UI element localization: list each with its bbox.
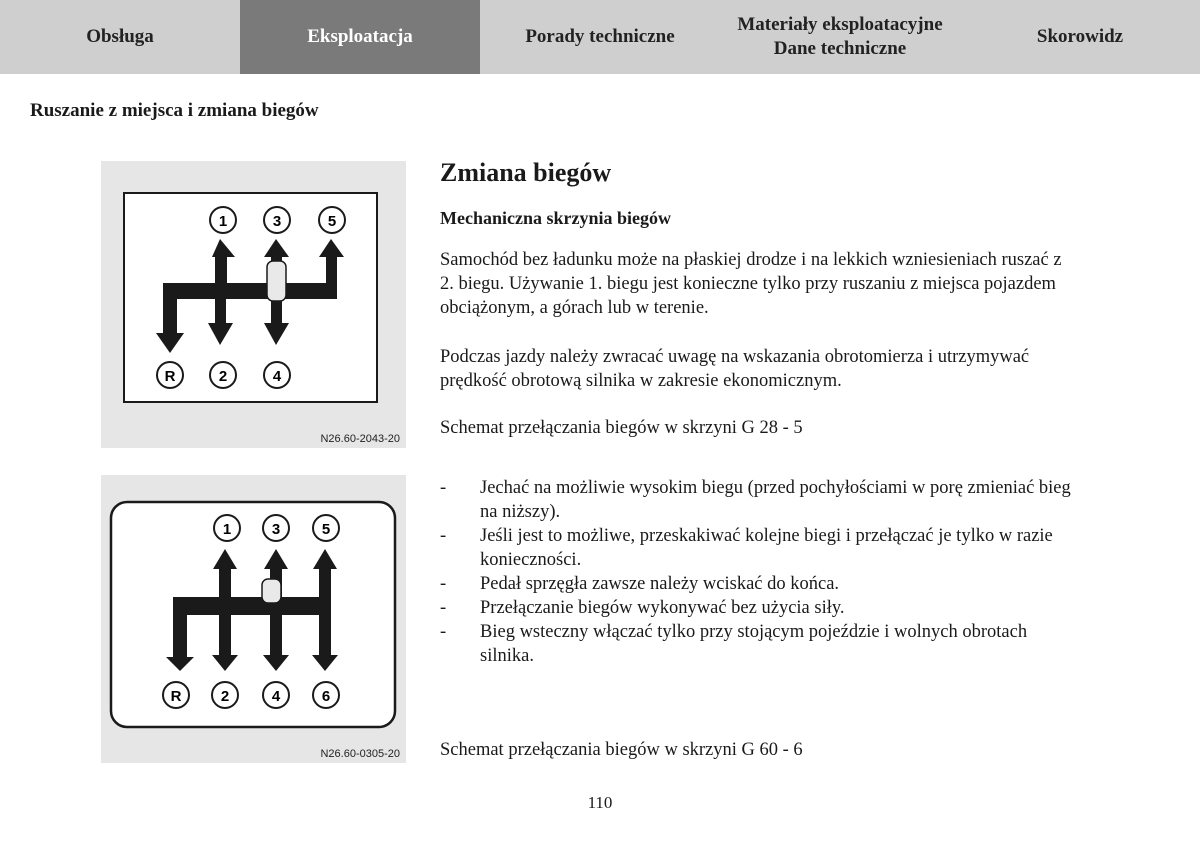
page-heading: Zmiana biegów	[440, 158, 612, 187]
chapter-tabs	[0, 0, 1200, 74]
gear-5-label: 5	[321, 521, 331, 538]
gear-2-label: 2	[218, 368, 228, 385]
list-item: - Pedał sprzęgła zawsze należy wciskać do końca.	[440, 574, 840, 594]
caption-g28-5: Schemat przełączania biegów w skrzyni G 28 - 5	[440, 418, 803, 438]
paragraph-2: Podczas jazdy należy zwracać uwagę na wskazania obrotomierza i utrzymywać prędkość obrotową silnika w zakresie ekonomicznym.	[440, 347, 1030, 391]
tab-obsluga[interactable]: Obsługa	[0, 0, 240, 74]
gear-3-label: 3	[271, 521, 281, 538]
paragraph-1: Samochód bez ładunku może na płaskiej drodze i na lekkich wzniesieniach ruszać z 2. biegu. Używanie 1. biegu jest konieczne tylko przy ruszaniu z miejsca pojazdem obciążonym, a górach lub w terenie.	[440, 250, 1062, 318]
gear-3-label: 3	[272, 213, 282, 230]
section-title: Ruszanie z miejsca i zmiana biegów	[30, 100, 319, 121]
list-item: - Przełączanie biegów wykonywać bez użycia siły.	[440, 598, 845, 618]
gear-6-label: 6	[321, 688, 331, 705]
gear-2-label: 2	[220, 688, 230, 705]
figure-code: N26.60-0305-20	[320, 748, 400, 760]
subheading: Mechaniczna skrzynia biegów	[440, 208, 671, 228]
gear-1-label: 1	[222, 521, 232, 538]
tab-skorowidz[interactable]: Skorowidz	[960, 0, 1200, 74]
list-item: - Jeśli jest to możliwe, przeskakiwać kolejne biegi i przełączać je tylko w razie konieczności.	[440, 526, 1053, 570]
gear-1-label: 1	[218, 213, 228, 230]
tab-eksploatacja[interactable]: Eksploatacja	[240, 0, 480, 74]
gear-5-label: 5	[327, 213, 337, 230]
gear-labels-top	[210, 207, 345, 233]
tab-porady-techniczne[interactable]: Porady techniczne	[480, 0, 720, 74]
tips-list	[440, 476, 1080, 668]
gear-r-label: R	[164, 368, 176, 385]
page-number: 110	[587, 793, 613, 812]
figure-code: N26.60-2043-20	[320, 433, 400, 445]
gear-labels-top	[214, 515, 339, 541]
list-item: - Bieg wsteczny włączać tylko przy stojącym pojeździe i wolnych obrotach silnika.	[440, 622, 1028, 666]
gear-labels-bottom	[157, 362, 290, 388]
gear-diagram-g28-5	[101, 161, 406, 448]
caption-g60-6: Schemat przełączania biegów w skrzyni G 60 - 6	[440, 740, 803, 760]
gear-diagram-g60-6	[101, 475, 406, 763]
tab-materialy-dane[interactable]: Materiały eksploatacyjne Dane techniczne	[720, 0, 960, 74]
gear-4-label: 4	[271, 688, 281, 705]
gear-r-label: R	[170, 688, 182, 705]
list-item: - Jechać na możliwie wysokim biegu (przed pochyłościami w porę zmieniać bieg na niższy).	[440, 478, 1071, 522]
gear-4-label: 4	[272, 368, 282, 385]
